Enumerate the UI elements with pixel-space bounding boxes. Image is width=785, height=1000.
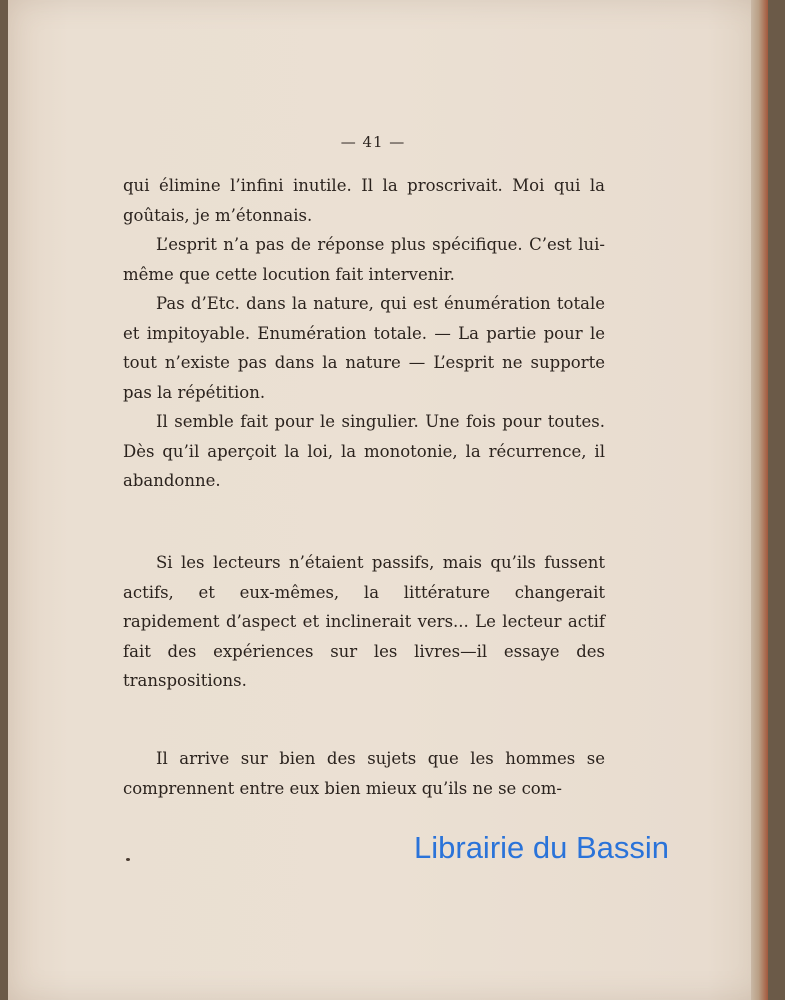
- paragraph: Pas d’Etc. dans la nature, qui est énumération totale et impitoyable. Enumération totale. — La partie pour le tout n’existe pas dans la nature — L’esprit ne supporte pas la répétition.: [123, 294, 605, 402]
- paragraph: Il arrive sur bien des sujets que les hommes se comprennent entre eux bien mieux qu’ils ne se com-: [123, 749, 605, 798]
- paragraph-continuation: qui élimine l’infini inutile. Il la proscrivait. Moi qui la goûtais, je m’étonnais.: [123, 176, 605, 225]
- text-block-top: [123, 171, 605, 496]
- paragraph: Il semble fait pour le singulier. Une fois pour toutes. Dès qu’il aperçoit la loi, la monotonie, la récurrence, il abandonne.: [123, 412, 605, 490]
- page-number: — 41 —: [340, 133, 406, 151]
- paragraph: Si les lecteurs n’étaient passifs, mais qu’ils fussent actifs, et eux-mêmes, la littérature changerait rapidement d’aspect et inclinerait vers... Le lecteur actif fait des expériences sur les livres—il essaye des transpositions.: [123, 553, 605, 690]
- paragraph: L’esprit n’a pas de réponse plus spécifique. C’est lui-même que cette locution fait intervenir.: [123, 235, 605, 284]
- page-edge: [751, 0, 768, 1000]
- watermark: Librairie du Bassin: [414, 830, 670, 865]
- ink-speck: [126, 858, 130, 861]
- text-block-bottom: [123, 744, 605, 803]
- text-block-middle: [123, 548, 605, 696]
